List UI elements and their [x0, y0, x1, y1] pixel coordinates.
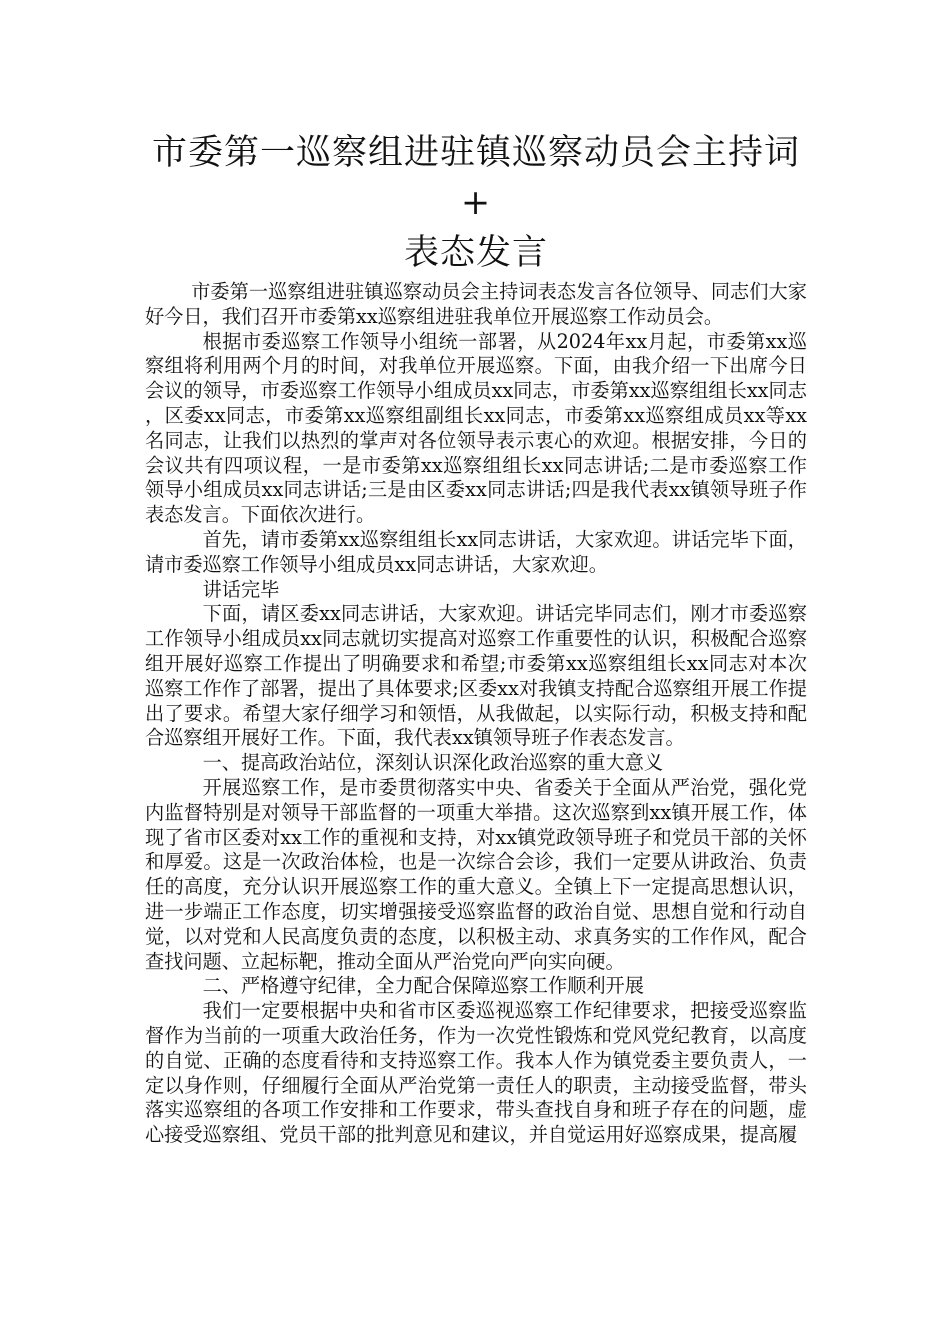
- paragraph-first-speech: 首先，请市委第xx巡察组组长xx同志讲话，大家欢迎。讲话完毕下面，请市委巡察工作领导小组成员xx同志讲话，大家欢迎。: [145, 527, 807, 576]
- paragraph-section-1: 开展巡察工作，是市委贯彻落实中央、省委关于全面从严治党，强化党内监督特别是对领导干部监督的一项重大举措。这次巡察到xx镇开展工作，体现了省市区委对xx工作的重视和支持，对xx镇党政领导班子和党员干部的关怀和厚爱。这是一次政治体检，也是一次综合会诊，我们一定要从讲政治、负责任的高度，充分认识开展巡察工作的重大意义。全镇上下一定提高思想认识，进一步端正工作态度，切实增强接受巡察监督的政治自觉、思想自觉和行动自觉，以对党和人民高度负责的态度，以积极主动、求真务实的工作作风，配合查找问题、立起标靶，推动全面从严治党向严向实向硬。: [145, 775, 807, 973]
- paragraph-agenda: 根据市委巡察工作领导小组统一部署，从2024年xx月起，市委第xx巡察组将利用两个月的时间，对我单位开展巡察。下面，由我介绍一下出席今日会议的领导，市委巡察工作领导小组成员xx同志，市委第xx巡察组组长xx同志，区委xx同志，市委第xx巡察组副组长xx同志，市委第xx巡察组成员xx等xx名同志，让我们以热烈的掌声对各位领导表示衷心的欢迎。根据安排，今日的会议共有四项议程，一是市委第xx巡察组组长xx同志讲话;二是市委巡察工作领导小组成员xx同志讲话;三是由区委xx同志讲话;四是我代表xx镇领导班子作表态发言。下面依次进行。: [145, 329, 807, 527]
- document-body: [145, 280, 807, 1148]
- paragraph-summary: 下面，请区委xx同志讲话，大家欢迎。讲话完毕同志们，刚才市委巡察工作领导小组成员xx同志就切实提高对巡察工作重要性的认识，积极配合巡察组开展好巡察工作提出了明确要求和希望;市委第xx巡察组组长xx同志对本次巡察工作作了部署，提出了具体要求;区委xx对我镇支持配合巡察组开展工作提出了要求。希望大家仔细学习和领悟，从我做起，以实际行动，积极支持和配合巡察组开展好工作。下面，我代表xx镇领导班子作表态发言。: [145, 602, 807, 750]
- document-page: [145, 128, 807, 1148]
- paragraph-intro: 市委第一巡察组进驻镇巡察动员会主持词表态发言各位领导、同志们大家好今日，我们召开市委第xx巡察组进驻我单位开展巡察工作动员会。: [145, 280, 807, 328]
- section-heading-2: 二、严格遵守纪律，全力配合保障巡察工作顺利开展: [202, 974, 644, 998]
- title-line-2: 表态发言: [403, 233, 548, 273]
- section-heading-1: 一、提高政治站位，深刻认识深化政治巡察的重大意义: [202, 751, 664, 775]
- paragraph-speech-end: 讲话完毕: [202, 577, 280, 601]
- document-title: [145, 128, 807, 278]
- paragraph-section-2: 我们一定要根据中央和省市区委巡视巡察工作纪律要求，把接受巡察监督作为当前的一项重大政治任务，作为一次党性锻炼和党风党纪教育，以高度的自觉、正确的态度看待和支持巡察工作。我本人作为镇党委主要负责人，一定以身作则，仔细履行全面从严治党第一责任人的职责，主动接受监督，带头落实巡察组的各项工作安排和工作要求，带头查找自身和班子存在的问题，虚心接受巡察组、党员干部的批判意见和建议，并自觉运用好巡察成果，提高履: [145, 999, 807, 1147]
- title-line-1: 市委第一巡察组进驻镇巡察动员会主持词+: [151, 133, 800, 223]
